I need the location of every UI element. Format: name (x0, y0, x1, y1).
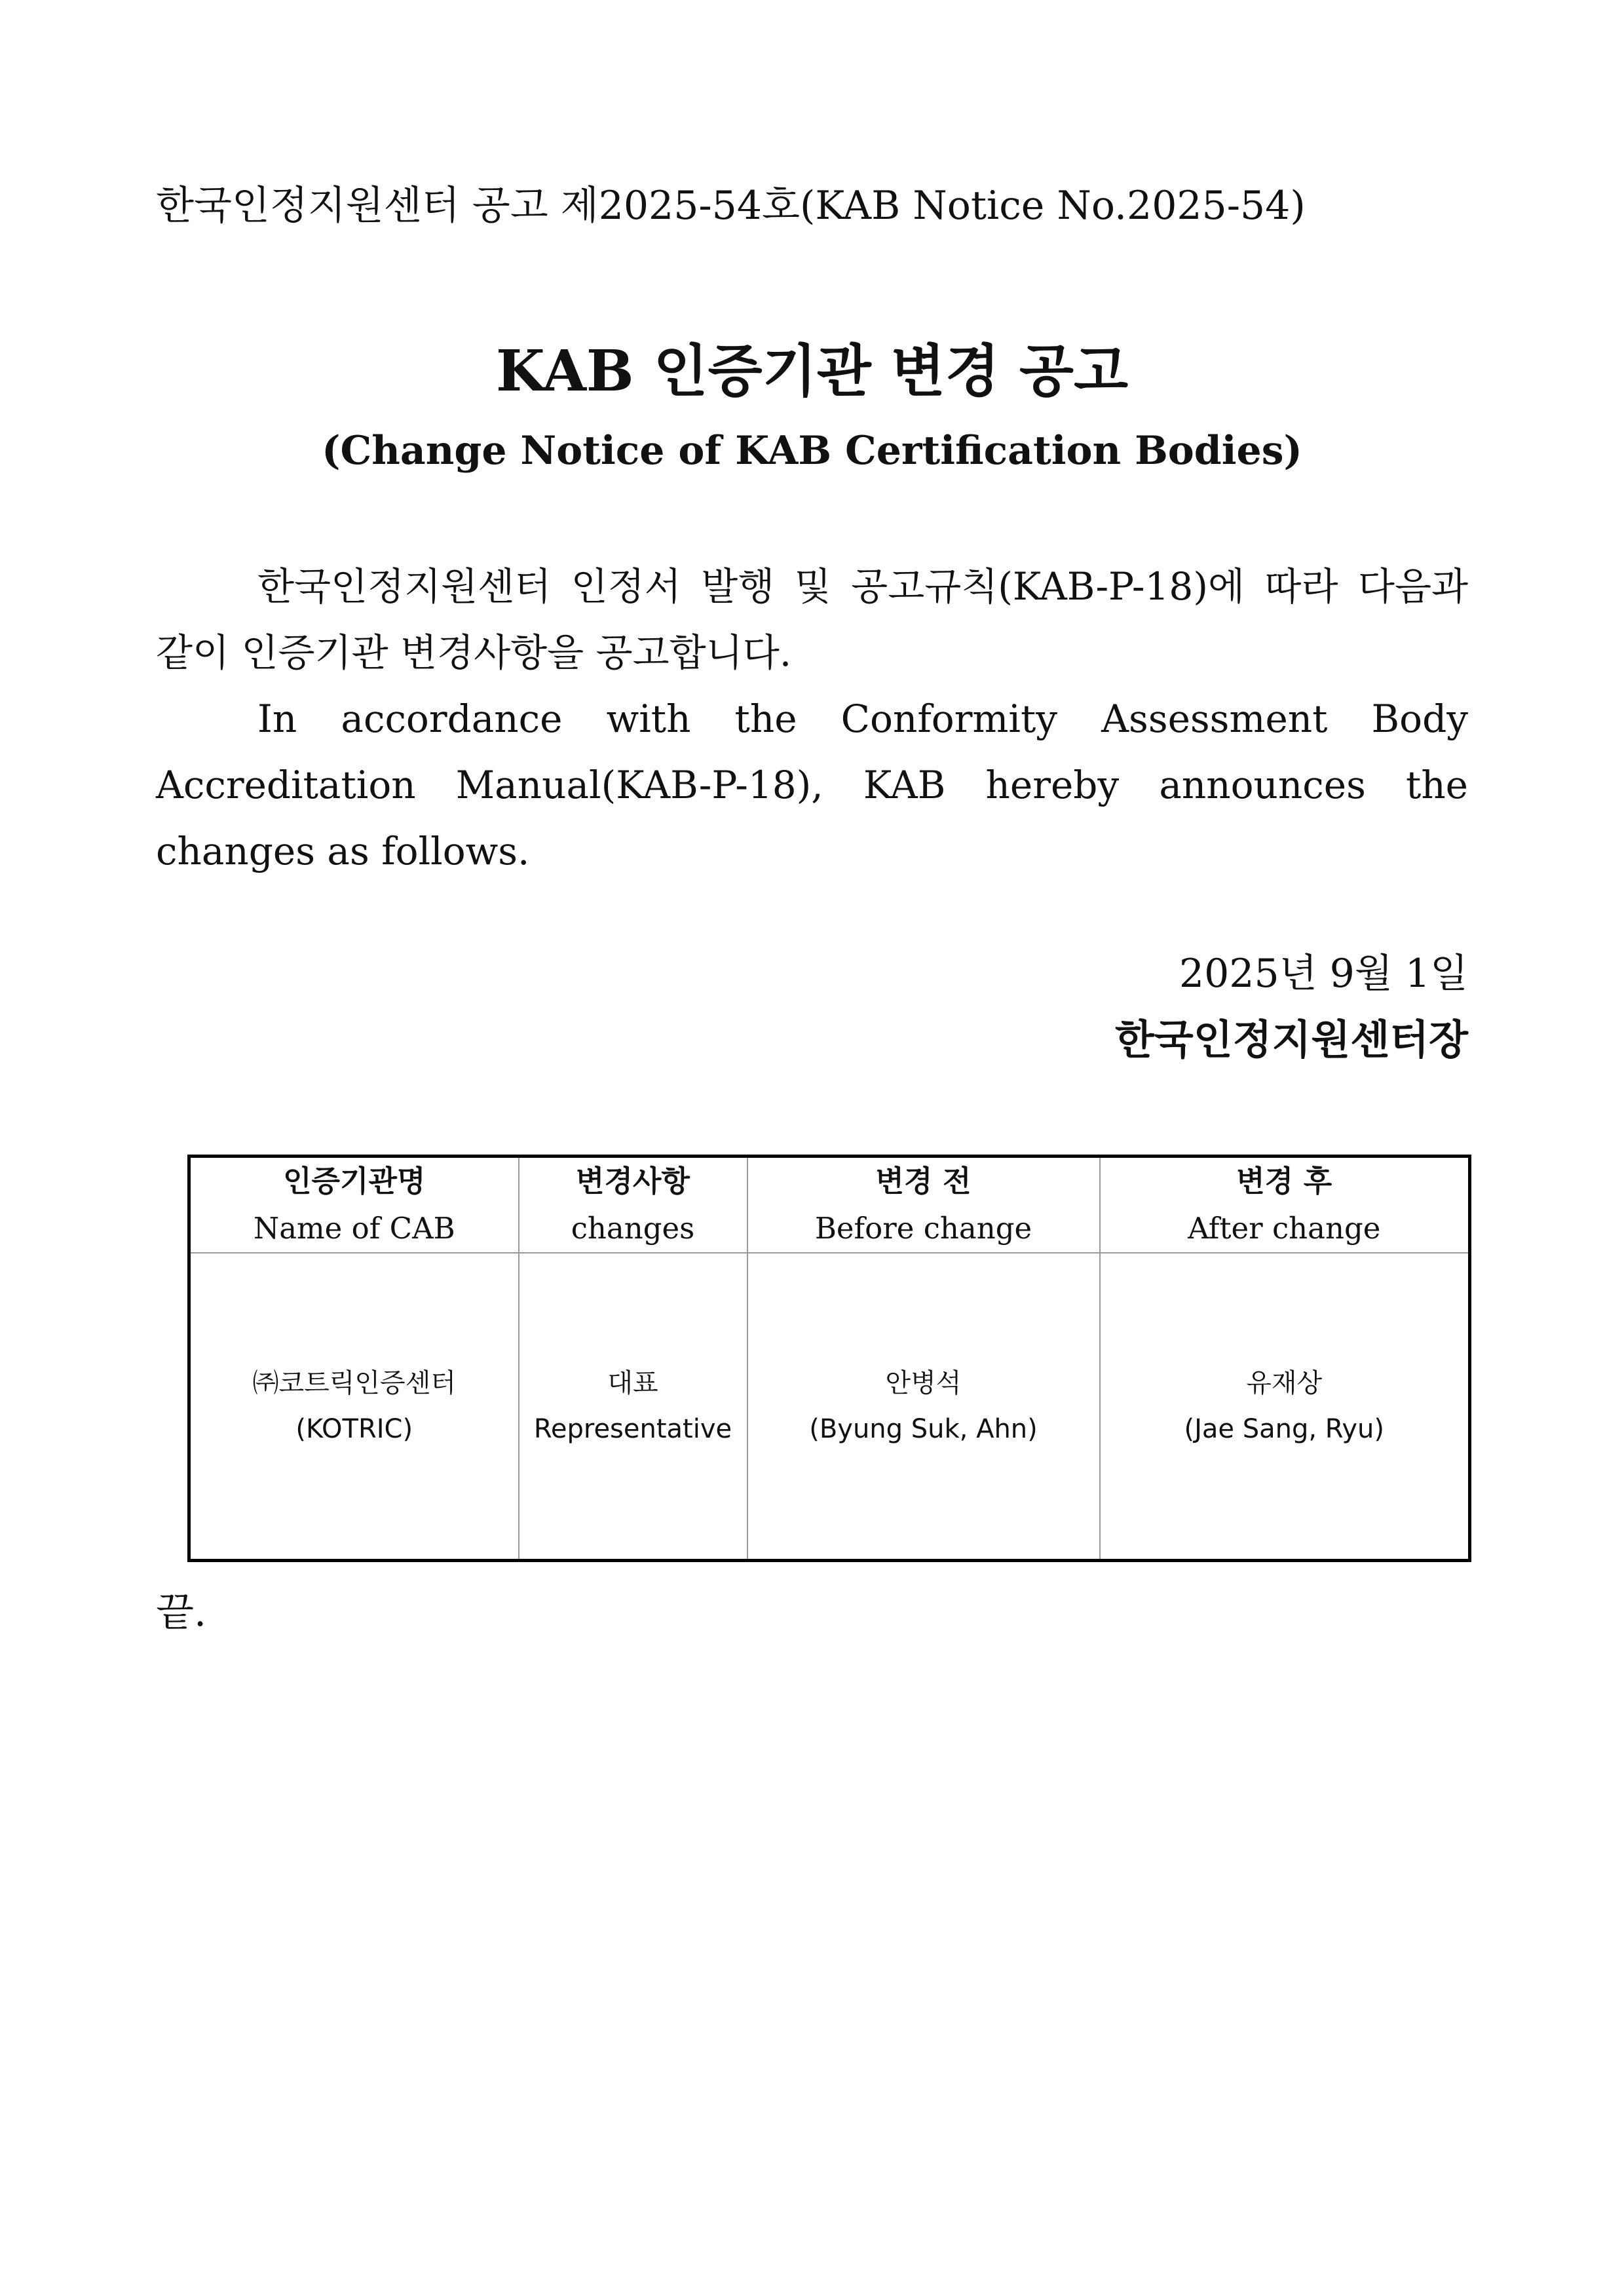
header-before-change-ko: 변경 전 (875, 1164, 972, 1198)
issuer-name: 한국인정지원센터장 (1114, 1016, 1468, 1063)
body-paragraph-korean: 한국인정지원센터 인정서 발행 및 공고규칙(KAB-P-18)에 따라 다음과 같이 인증기관 변경사항을 공고합니다. (156, 564, 1468, 675)
change-en: Representative (533, 1414, 732, 1444)
cell-change (519, 1253, 747, 1561)
header-after-change-en: After change (1188, 1211, 1381, 1246)
notice-number: 한국인정지원센터 공고 제2025-54호(KAB Notice No.2025-54) (156, 183, 1306, 229)
header-after-change (1100, 1157, 1470, 1253)
header-cab-name-en: Name of CAB (253, 1211, 455, 1246)
header-cab-name (189, 1157, 519, 1253)
table-header-row (189, 1157, 1470, 1253)
header-before-change-en: Before change (814, 1211, 1032, 1246)
body-paragraph-english: In accordance with the Conformity Assessment Body Accreditation Manual(KAB-P-18), KAB hereby announces the changes as follows. (156, 697, 1468, 873)
header-changes (519, 1157, 747, 1253)
title-korean: KAB 인증기관 변경 공고 (495, 338, 1129, 404)
notice-body (156, 554, 1468, 885)
change-table (187, 1155, 1471, 1562)
after-en: (Jae Sang, Ryu) (1184, 1414, 1385, 1444)
after-ko: 유재상 (1246, 1368, 1323, 1398)
header-after-change-ko: 변경 후 (1236, 1164, 1332, 1198)
cab-name-ko: ㈜코트릭인증센터 (252, 1368, 456, 1398)
change-ko: 대표 (607, 1368, 658, 1398)
cell-after (1100, 1253, 1470, 1561)
header-before-change (747, 1157, 1100, 1253)
table-row (189, 1253, 1470, 1561)
header-changes-ko: 변경사항 (576, 1164, 690, 1198)
header-cab-name-ko: 인증기관명 (283, 1164, 426, 1198)
notice-date: 2025년 9월 1일 (1179, 951, 1468, 997)
cell-before (747, 1253, 1100, 1561)
cell-cab-name (189, 1253, 519, 1561)
title-english: (Change Notice of KAB Certification Bodies) (322, 428, 1302, 474)
cab-name-en: (KOTRIC) (295, 1414, 413, 1444)
before-ko: 안병석 (885, 1368, 962, 1398)
before-en: (Byung Suk, Ahn) (809, 1414, 1038, 1444)
end-mark: 끝. (156, 1590, 207, 1636)
header-changes-en: changes (571, 1211, 695, 1246)
